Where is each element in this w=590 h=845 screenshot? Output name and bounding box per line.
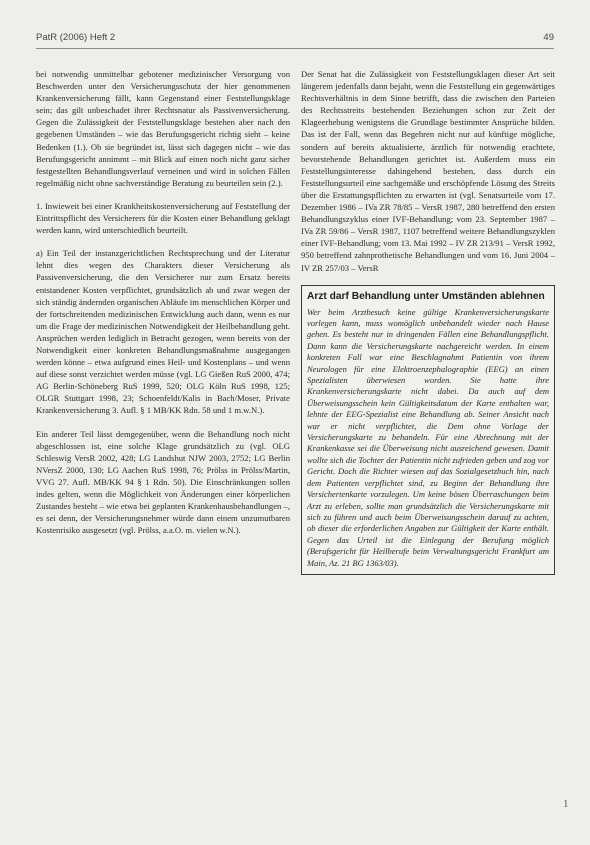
paragraph: Ein anderer Teil lässt demgegenüber, wenn die Behandlung noch nicht abgeschlossen ist, eine solche Klage grundsätzlich zu (vgl. OLG Schleswig VersR 2002, 428; LG Landshut NJW 2003, 2752; LG Berlin NVersZ 2000, 130; LG Aachen RuS 1998, 76; Prölss in Prölss/Martin, VVG 27. Aufl. MB/KK 94 § 1 Rdn. 50). Die Einschränkungen sollen indes gelten, wenn die Möglichkeit von Änderungen einer körperlichen Zustandes besteht – wie etwa bei geplanten Krankenhausbehandlungen –, es sei denn, der Versicherungsnehmer würde dann einem unzumutbaren Kostenrisiko ausgesetzt (vgl. Prölss, a.a.O. m. vielen w.N.). — [36, 428, 290, 536]
page-number: 49 — [543, 32, 554, 43]
paragraph: 1. Inwieweit bei einer Krankheitskostenversicherung auf Feststellung der Eintrittspflicht des Versicherers für die Kosten einer Behandlung geklagt werden kann, wird unterschiedlich beurteilt. — [36, 200, 290, 236]
info-box-text: Wer beim Arztbesuch keine gültige Krankenversicherungskarte vorlegen kann, muss womöglich unbehandelt wieder nach Hause gehen. Es besteht nur in dringenden Fällen eine Behandlungspflicht. Dann kann die Versicherungskarte nachgereicht werden. In einem konkreten Fall war eine Beschlagnahmt Patientin von ihrem Neurologen für eine Elektroenzephalographie (EEG) an einen Spezialisten überwiesen worden. Sie hatte ihre Krankenversicherungskarte nicht dabei. Da auch auf dem Überweisungsschein kein Gültigkeitsdatum der Karte enthalten war, lehnte der EEG-Spezialist eine Behandlung ab. Seiner Ansicht nach war er nicht verpflichtet, die Dem ohne Vorlage der Versicherungskarte zu behandeln. Für eine Abrechnung mit der Krankenkasse sei die Überweisung nicht ausreichend gewesen. Damit wollte sich die Tochter der Patientin nicht zufrieden geben und zog vor Gericht. Doch die Richter wiesen auf das Sozialgesetzbuch hin, nach dem Patienten verpflichtet sind, zu Beginn der Behandlung ihre Versichertenkarte vorzulegen. Um keine bösen Überraschungen beim Arzt zu erleben, sollte man grundsätzlich die Versicherungskarte mit sich zu führen und auch beim Überweisungsschein darauf zu achten, ob dieser die erforderlichen Angaben zur Gültigkeit der Karte enthält. Gegen das Urteil ist die Einlegung der Berufung möglich (Berufsgericht für Heilberufe beim Verwaltungsgericht Frankfurt am Main, Az. 21 BG 1363/03). — [307, 306, 549, 568]
info-box-title: Arzt darf Behandlung unter Umständen ablehnen — [307, 290, 545, 302]
right-column — [301, 68, 555, 575]
paragraph: a) Ein Teil der instanzgerichtlichen Rechtsprechung und der Literatur lehnt dies wegen des Charakters dieser Versicherung als Passivenversicherung, die den Versicherer nur zum Ersatz bereits entstandener Kosten verpflichtet, grundsätzlich ab und zwar wegen der sich ständig ändernden organischen Abläufe im menschlichen Körper und der fortschreitenden medizinischen Entwicklung auch dann, wenn es nur um die Frage der medizinischen Notwendigkeit der Heilbehandlung geht. Ansprüchen werden lediglich in Betracht gezogen, wenn bereits von der Notwendigkeit einer konkreten Behandlungsmaßnahme ausgegangen werden könne – etwa aufgrund eines Heil- und Kostenplans – und wenn auf diese sonst verzichtet werden müsse (vgl. LG Gießen RuS 2000, 474; AG Berlin-Schöneberg RuS 1999, 520; OLG Köln RuS 1998, 125; OLGR Stuttgart 1998, 23; Schoenfeldt/Kalis in Bach/Moser, Private Krankenversicherung 3. Aufl. § 1 MB/KK Rdn. 58 und 1 m.w.N.). — [36, 248, 290, 416]
paragraph: Der Senat hat die Zulässigkeit von Feststellungsklagen dieser Art seit längerem jedenfalls dann bejaht, wenn die Feststellung ein gegenwärtiges Rechtsverhältnis in dem Sinne betrifft, dass die zwischen den Parteien des Rechtsstreits bestehenden Beziehungen schon zur Zeit der Klageerhebung wenigstens die Grundlage bestimmter Ansprüche bilden. Das ist der Fall, wenn das Begehren nicht nur auf künftige mögliche, sondern auf bereits aktualisierte, ärztlich für notwendig erachtete, bevorstehende Behandlungen gerichtet ist. Außerdem muss ein Feststellungsinteresse dahingehend bestehen, dass durch ein Feststellungsurteil eine sachgemäße und erschöpfende Lösung des Streits über die Erstattungspflichten zu erwarten ist (vgl. Senatsurteile vom 17. Dezember 1986 – IVa ZR 78/85 – VersR 1987, 280 betreffend den ersten Behandlungszyklus einer IVF-Behandlung; vom 23. September 1987 – IVa ZR 59/86 – VersR 1987, 1107 betreffend weitere Behandlungszyklen einer IVF-Behandlung; vom 13. Mai 1992 – IV ZR 213/91 – VersR 1992, 950 betreffend zahnprothetische Behandlungen und vom 16. Juni 2004 – IV ZR 257/03 – VersR — [301, 69, 555, 273]
header-rule — [36, 48, 554, 49]
paragraph: bei notwendig unmittelbar gebotener medizinischer Versorgung von Beschwerden unter den Versicherungsschutz der hier genommenen Krankenversicherung fällt, kann Gegenstand einer Feststellungsklage sein; das gilt unbeschadet ihrer Rechtsnatur als Passivenversicherung. Gegen die Zulässigkeit der Feststellungsklage bestehen aber nach den gegebenen Umständen – wie das Berufungsgericht richtig sieht – keine Bedenken (1.). Ob sie begründet ist, lässt sich dagegen nicht – wie das Berufungsgericht annimmt – mit Blick auf einen noch nicht ganz sicher festgestellten Behandlungsverlauf verneinen und wird in solchen Fällen regelmäßig nicht ohne sachverständige Beratung zu beurteilen sein (2.). — [36, 69, 290, 188]
info-box — [301, 285, 555, 575]
page-header — [36, 32, 554, 46]
journal-title: PatR (2006) Heft 2 — [36, 32, 116, 43]
left-column — [36, 68, 290, 547]
page-mark: 1 — [563, 798, 569, 810]
